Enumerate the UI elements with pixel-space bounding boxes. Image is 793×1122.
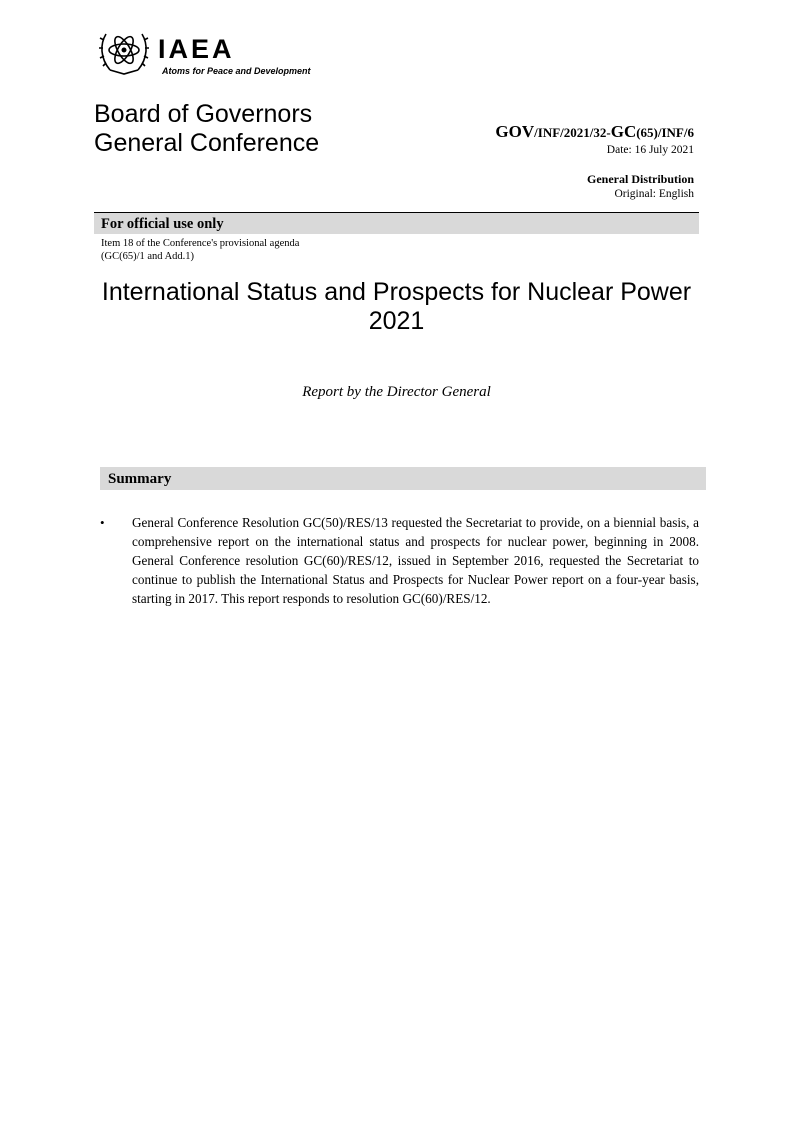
original-language: Original: English <box>614 188 694 200</box>
summary-heading: Summary <box>108 471 172 487</box>
governing-bodies <box>94 100 319 158</box>
official-use-label: For official use only <box>101 216 224 232</box>
agenda-line: (GC(65)/1 and Add.1) <box>101 251 195 262</box>
document-date: Date: 16 July 2021 <box>606 144 694 156</box>
summary-list <box>100 513 699 608</box>
agenda-line: Item 18 of the Conference's provisional agenda <box>101 238 300 249</box>
board-of-governors-label: Board of Governors <box>94 100 313 128</box>
summary-paragraph: General Conference Resolution GC(50)/RES/13 requested the Secretariat to provide, on a biennial basis, a comprehensive report on the international status and prospects for nuclear power, beginning in 2008. General Conference resolution GC(60)/RES/12, issued in September 2016, requested the Secretariat to continue to publish the International Status and Prospects for Nuclear Power report on a four-year basis, starting in 2017. This report responds to resolution GC(60)/RES/12. <box>132 515 699 606</box>
agenda-reference <box>101 237 299 263</box>
iaea-logo <box>96 26 336 82</box>
official-use-banner <box>94 212 699 234</box>
list-item <box>100 513 699 608</box>
logo-wordmark: IAEA <box>158 34 235 64</box>
page-subtitle: Report by the Director General <box>302 384 491 400</box>
distribution-label: General Distribution <box>587 172 694 186</box>
atom-olive-emblem-icon <box>96 26 152 78</box>
doc-ref-gc-rest: (65)/INF/6 <box>636 125 694 140</box>
doc-ref-gc: GC <box>610 122 637 141</box>
document-reference <box>495 122 694 157</box>
doc-ref-gov-rest: /INF/2021/32- <box>534 125 611 140</box>
summary-section-header <box>100 467 706 490</box>
logo-tagline: Atoms for Peace and Development <box>162 66 311 76</box>
bullet-icon: • <box>100 515 105 530</box>
doc-ref-gov: GOV <box>495 122 535 141</box>
page-title: International Status and Prospects for Nuclear Power 2021 <box>101 278 692 335</box>
general-conference-label: General Conference <box>94 129 320 157</box>
distribution-info <box>587 172 694 201</box>
document-symbol <box>495 122 694 143</box>
